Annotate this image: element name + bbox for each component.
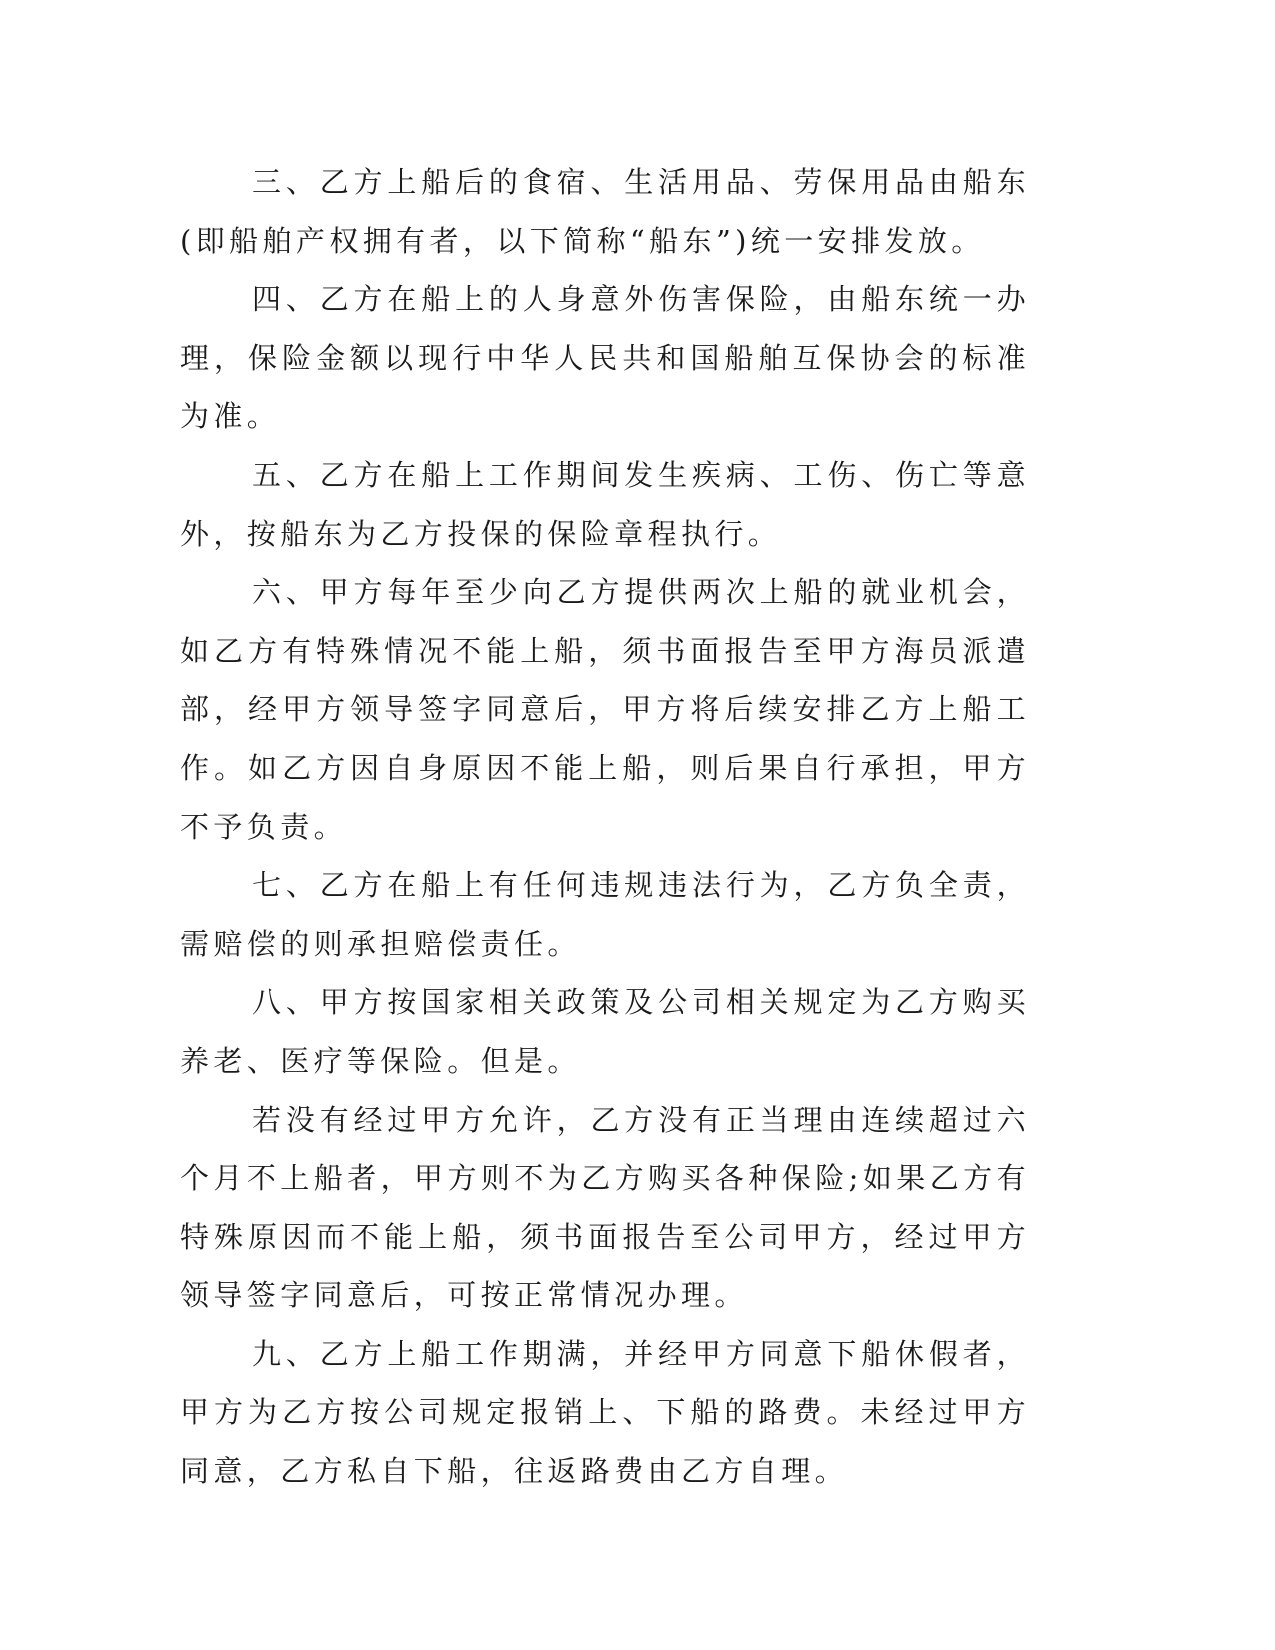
document-page [180,153,1030,1501]
clause-3-paragraph: 三、乙方上船后的食宿、生活用品、劳保用品由船东(即船舶产权拥有者，以下简称“船东”)统一安排发放。 [180,165,1030,258]
clause-9-paragraph: 九、乙方上船工作期满，并经甲方同意下船休假者，甲方为乙方按公司规定报销上、下船的路费。未经过甲方同意，乙方私自下船，往返路费由乙方自理。 [180,1336,1030,1489]
clause-4-paragraph: 四、乙方在船上的人身意外伤害保险，由船东统一办理，保险金额以现行中华人民共和国船舶互保协会的标准为准。 [180,282,1030,434]
clause-8-paragraph: 八、甲方按国家相关政策及公司相关规定为乙方购买养老、医疗等保险。但是。 [180,985,1030,1078]
clause-5-paragraph: 五、乙方在船上工作期间发生疾病、工伤、伤亡等意外，按船东为乙方投保的保险章程执行。 [180,457,1030,551]
clause-6-paragraph: 六、甲方每年至少向乙方提供两次上船的就业机会，如乙方有特殊情况不能上船，须书面报告至甲方海员派遣部，经甲方领导签字同意后，甲方将后续安排乙方上船工作。如乙方因自身原因不能上船，则后果自行承担，甲方不予负责。 [180,575,1030,844]
clause-7-paragraph: 七、乙方在船上有任何违规违法行为，乙方负全责，需赔偿的则承担赔偿责任。 [180,868,1030,961]
clause-8-continuation-paragraph: 若没有经过甲方允许，乙方没有正当理由连续超过六个月不上船者，甲方则不为乙方购买各种保险;如果乙方有特殊原因而不能上船，须书面报告至公司甲方，经过甲方领导签字同意后，可按正常情况办理。 [180,1102,1030,1313]
